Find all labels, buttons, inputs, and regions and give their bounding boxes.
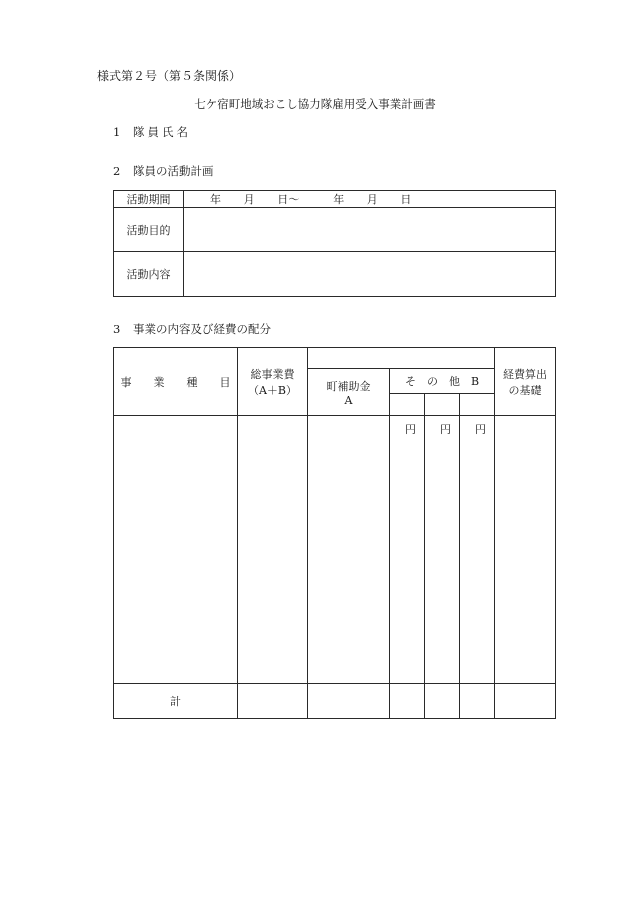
section-2-number: 2	[113, 164, 121, 178]
table-row	[114, 252, 556, 297]
section-1-label: 隊員氏名	[133, 125, 191, 139]
section-3-label: 事業の内容及び経費の配分	[133, 322, 271, 336]
table-row	[114, 191, 556, 208]
table-row	[114, 348, 556, 369]
other-3-field[interactable]: 円	[460, 416, 495, 684]
subsidy-field[interactable]	[308, 416, 390, 684]
period-label: 活動期間	[114, 191, 184, 208]
purpose-label: 活動目的	[114, 208, 184, 252]
header-total-line2: （A＋B）	[247, 383, 298, 397]
total-row-label: 計	[114, 684, 238, 719]
total-cost-field[interactable]	[238, 416, 308, 684]
section-2-label: 隊員の活動計画	[133, 164, 214, 178]
header-total-cost	[238, 348, 308, 416]
form-number-label: 様式第２号（第５条関係）	[97, 69, 242, 83]
section-1-heading	[113, 124, 191, 140]
category-field[interactable]	[114, 416, 238, 684]
header-total-line1: 総事業費	[250, 367, 295, 381]
header-other-sub-2	[425, 394, 460, 416]
table-row	[114, 684, 556, 719]
cost-allocation-table	[113, 347, 556, 719]
content-field[interactable]	[184, 252, 556, 297]
basis-field[interactable]	[495, 416, 556, 684]
period-value-field[interactable]: 年 月 日～ 年 月 日	[184, 191, 556, 208]
header-basis	[495, 348, 556, 416]
header-blank	[308, 348, 495, 369]
total-row-other-2[interactable]	[425, 684, 460, 719]
activity-plan-table	[113, 190, 556, 297]
table-row	[114, 208, 556, 252]
total-row-other-3[interactable]	[460, 684, 495, 719]
total-row-basis[interactable]	[495, 684, 556, 719]
header-other-sub-1	[390, 394, 425, 416]
header-subsidy	[308, 369, 390, 416]
table-row	[114, 416, 556, 684]
document-title: 七ケ宿町地域おこし協力隊雇用受入事業計画書	[194, 97, 436, 111]
header-subsidy-line1: 町補助金	[326, 379, 371, 393]
other-2-field[interactable]: 円	[425, 416, 460, 684]
section-2-heading	[113, 163, 214, 179]
other-1-field[interactable]: 円	[390, 416, 425, 684]
section-1-number: 1	[113, 125, 121, 139]
total-row-total-cost[interactable]	[238, 684, 308, 719]
header-category: 事 業 種 目	[114, 348, 238, 416]
section-3-heading	[113, 321, 271, 337]
content-label: 活動内容	[114, 252, 184, 297]
header-subsidy-line2: A	[344, 393, 353, 407]
total-row-other-1[interactable]	[390, 684, 425, 719]
header-other-sub-3	[460, 394, 495, 416]
section-3-number: 3	[113, 322, 121, 336]
total-row-subsidy[interactable]	[308, 684, 390, 719]
header-basis-line2: の基礎	[508, 383, 542, 397]
header-other: そ の 他 B	[390, 369, 495, 394]
header-basis-line1: 経費算出	[503, 367, 547, 381]
purpose-field[interactable]	[184, 208, 556, 252]
